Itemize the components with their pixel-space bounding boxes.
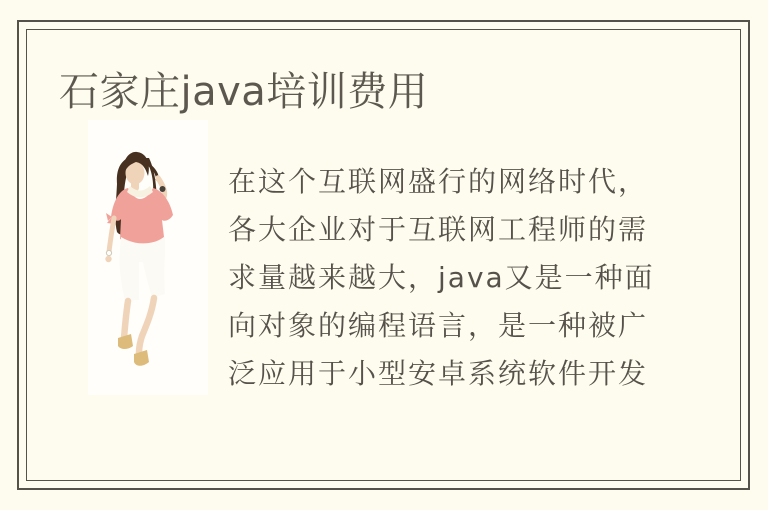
page-title: 石家庄java培训费用	[59, 69, 429, 115]
wedge-sandal-front	[118, 334, 133, 349]
article-body	[228, 158, 688, 398]
wrist-watch	[160, 186, 166, 192]
front-leg	[124, 301, 128, 338]
left-hand	[105, 256, 111, 262]
body-text-line: 向对象的编程语言，是一种被广	[228, 309, 649, 342]
body-text-line: 泛应用于小型安卓系统软件开发	[228, 357, 649, 390]
back-leg	[139, 298, 154, 353]
capri-pants	[120, 237, 165, 301]
body-text-line: 求量越来越大，java又是一种面	[228, 261, 655, 294]
body-text-line: 各大企业对于互联网工程师的需	[228, 213, 649, 246]
woman-photo	[88, 120, 208, 395]
bracelet	[106, 250, 111, 255]
body-text-line: 在这个互联网盛行的网络时代，	[228, 165, 649, 198]
woman-illustration	[88, 120, 208, 395]
